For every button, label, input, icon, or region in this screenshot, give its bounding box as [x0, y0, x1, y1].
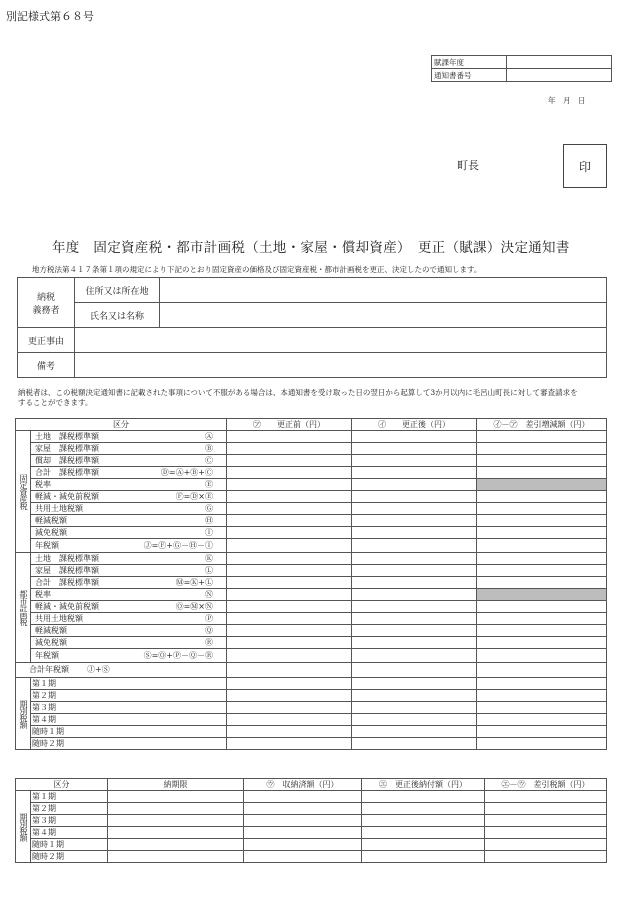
intro-text: 地方税法第４１７条第１項の規定により下記のとおり固定資産の価格及び固定資産税・都市計画税を更正、決定したので通知します。	[32, 265, 482, 274]
row-label	[31, 649, 227, 663]
value-cell[interactable]	[477, 601, 607, 613]
value-cell[interactable]	[227, 678, 352, 690]
row-label	[31, 613, 227, 625]
row-label	[31, 577, 227, 589]
row-formula: Ⓐ	[205, 431, 213, 441]
row-formula: Ⓘ	[205, 527, 213, 537]
value-cell[interactable]	[227, 577, 352, 589]
value-cell[interactable]	[477, 637, 607, 649]
table-row	[16, 613, 607, 625]
table-row	[16, 539, 607, 553]
row-label-text: 軽減・減免前税額	[35, 601, 99, 611]
value-cell[interactable]	[477, 565, 607, 577]
row-label	[31, 565, 227, 577]
value-cell[interactable]	[108, 815, 244, 827]
row-label	[31, 455, 227, 467]
row-label-text: 共用土地税額	[35, 503, 83, 513]
payment-row	[16, 839, 607, 851]
row-formula: Ⓢ=Ⓞ+Ⓟ－Ⓠ－Ⓡ	[143, 650, 213, 660]
notice-number-label: 通知書番号	[432, 69, 507, 82]
value-cell[interactable]	[227, 690, 352, 702]
value-cell[interactable]	[352, 467, 477, 479]
value-cell[interactable]	[352, 539, 477, 553]
seal-label: 印	[578, 159, 591, 174]
value-cell[interactable]	[352, 527, 477, 539]
table-row	[16, 553, 607, 565]
row-formula: Ⓓ=Ⓐ+Ⓑ+Ⓒ	[160, 467, 213, 477]
value-cell[interactable]	[362, 827, 485, 839]
city-plan-group-label: 都市計画税	[16, 553, 31, 663]
row-formula: Ⓖ	[205, 503, 213, 513]
value-cell[interactable]	[485, 827, 607, 839]
row-label-text: 軽減税額	[35, 625, 67, 635]
total-row	[16, 663, 607, 678]
row-label-text: 年税額	[35, 650, 59, 660]
value-cell[interactable]	[477, 690, 607, 702]
total-formula: Ⓙ+Ⓢ	[87, 665, 110, 674]
value-cell[interactable]	[477, 625, 607, 637]
tax-detail-table	[15, 418, 607, 750]
value-cell[interactable]	[352, 637, 477, 649]
value-cell[interactable]	[477, 431, 607, 443]
value-cell[interactable]	[108, 827, 244, 839]
value-cell[interactable]	[352, 649, 477, 663]
bottom-header-due: 納期限	[108, 779, 244, 791]
period-row	[16, 714, 607, 726]
row-label-text: 税率	[35, 589, 51, 599]
row-label-text: 共用土地税額	[35, 613, 83, 623]
header-before: ㋐ 更正前（円）	[227, 419, 352, 431]
value-cell[interactable]	[108, 803, 244, 815]
row-label	[31, 601, 227, 613]
value-cell[interactable]	[108, 791, 244, 803]
header-difference: ㋑－㋐ 差引増減額（円）	[477, 419, 607, 431]
value-cell[interactable]	[244, 791, 362, 803]
date-line: 年 月 日	[548, 96, 586, 105]
row-formula: Ⓚ	[205, 553, 213, 563]
value-cell[interactable]	[477, 738, 607, 750]
period-label: 第２期	[31, 690, 227, 702]
value-cell[interactable]	[227, 553, 352, 565]
value-cell[interactable]	[227, 649, 352, 663]
payment-table	[15, 778, 607, 863]
row-label-text: 償却 課税標準額	[35, 455, 99, 465]
value-cell[interactable]	[244, 839, 362, 851]
bottom-header-difference: ㋓－㋒ 差引税額（円）	[485, 779, 607, 791]
value-cell[interactable]	[352, 479, 477, 491]
value-cell[interactable]	[477, 649, 607, 663]
fixed-asset-group-label: 固定資産税	[16, 431, 31, 553]
appeal-notice: 納税者は、この税額決定通知書に記載された事項について不服がある場合は、本通知書を受け取った日の翌日から起算して3か月以内に毛呂山町長に対して審査請求をすることができます。	[18, 388, 578, 407]
period-row	[16, 726, 607, 738]
value-cell[interactable]	[477, 491, 607, 503]
row-label	[31, 589, 227, 601]
payment-period-label: 随時１期	[31, 839, 108, 851]
value-cell[interactable]	[477, 714, 607, 726]
value-cell[interactable]	[352, 678, 477, 690]
row-label	[31, 515, 227, 527]
row-label	[31, 553, 227, 565]
table-row	[16, 637, 607, 649]
value-cell[interactable]	[227, 613, 352, 625]
value-cell[interactable]	[477, 553, 607, 565]
payment-row	[16, 791, 607, 803]
table-row	[16, 515, 607, 527]
address-label: 住所又は所在地	[75, 278, 160, 303]
value-cell[interactable]	[227, 738, 352, 750]
name-label: 氏名又は名称	[75, 303, 160, 328]
payment-row	[16, 851, 607, 863]
value-cell[interactable]	[227, 637, 352, 649]
value-cell[interactable]	[352, 714, 477, 726]
row-formula: Ⓝ	[205, 589, 213, 599]
row-label	[31, 527, 227, 539]
row-label-text: 税率	[35, 479, 51, 489]
row-formula: Ⓟ	[205, 613, 213, 623]
value-cell[interactable]	[352, 726, 477, 738]
value-cell[interactable]	[352, 738, 477, 750]
seal-box	[563, 144, 607, 188]
payment-period-label: 第２期	[31, 803, 108, 815]
value-cell[interactable]	[477, 663, 607, 678]
value-cell[interactable]	[227, 663, 352, 678]
value-cell[interactable]	[352, 455, 477, 467]
value-cell[interactable]	[244, 803, 362, 815]
value-cell[interactable]	[477, 515, 607, 527]
value-cell[interactable]	[352, 503, 477, 515]
value-cell[interactable]	[108, 851, 244, 863]
payment-period-label: 第３期	[31, 815, 108, 827]
value-cell[interactable]	[477, 539, 607, 553]
value-cell[interactable]	[227, 601, 352, 613]
payment-period-label: 随時２期	[31, 851, 108, 863]
reason-label: 更正事由	[18, 328, 75, 353]
row-label	[31, 443, 227, 455]
value-cell[interactable]	[227, 491, 352, 503]
header-after: ㋑ 更正後（円）	[352, 419, 477, 431]
row-label-text: 年税額	[35, 540, 59, 550]
value-cell[interactable]	[477, 726, 607, 738]
document-title: 年度 固定資産税・都市計画税（土地・家屋・償却資産） 更正（賦課）決定通知書	[52, 240, 570, 256]
payment-row	[16, 803, 607, 815]
row-label-text: 土地 課税標準額	[35, 431, 99, 441]
row-formula: Ⓙ=Ⓕ+Ⓖ－Ⓗ－Ⓘ	[143, 540, 213, 550]
value-cell[interactable]	[227, 625, 352, 637]
value-cell[interactable]	[485, 839, 607, 851]
row-formula: Ⓗ	[205, 515, 213, 525]
total-label-cell	[16, 663, 227, 678]
value-cell[interactable]	[227, 443, 352, 455]
remarks-value[interactable]	[75, 353, 607, 378]
value-cell[interactable]	[477, 527, 607, 539]
value-cell[interactable]	[352, 663, 477, 678]
period-row	[16, 702, 607, 714]
value-cell[interactable]	[362, 791, 485, 803]
value-cell[interactable]	[485, 791, 607, 803]
value-cell[interactable]	[477, 467, 607, 479]
row-formula: Ⓡ	[205, 637, 213, 647]
period-label: 随時２期	[31, 738, 227, 750]
value-cell[interactable]	[362, 839, 485, 851]
taxpayer-table	[17, 277, 607, 378]
bottom-header-after: ㋓ 更正後納付額（円）	[362, 779, 485, 791]
row-formula: Ⓜ=Ⓚ+Ⓛ	[175, 577, 213, 587]
table-row	[16, 491, 607, 503]
value-cell[interactable]	[485, 815, 607, 827]
period-row	[16, 678, 607, 690]
period-label: 第４期	[31, 714, 227, 726]
table-row	[16, 601, 607, 613]
period-label: 随時１期	[31, 726, 227, 738]
payment-period-label: 第４期	[31, 827, 108, 839]
value-cell[interactable]	[227, 479, 352, 491]
value-cell[interactable]	[352, 625, 477, 637]
row-label	[31, 491, 227, 503]
row-label-text: 軽減税額	[35, 515, 67, 525]
value-cell[interactable]	[477, 613, 607, 625]
value-cell[interactable]	[477, 577, 607, 589]
payment-row	[16, 827, 607, 839]
row-label	[31, 625, 227, 637]
value-cell[interactable]	[227, 527, 352, 539]
period-label: 第１期	[31, 678, 227, 690]
row-label	[31, 431, 227, 443]
value-cell[interactable]	[352, 690, 477, 702]
address-value[interactable]	[160, 278, 607, 303]
row-formula: Ⓑ	[205, 443, 213, 453]
fiscal-year-label: 賦課年度	[432, 56, 507, 69]
value-cell[interactable]	[477, 455, 607, 467]
value-cell[interactable]	[352, 443, 477, 455]
taxpayer-group-label	[18, 278, 75, 328]
table-row	[16, 503, 607, 515]
table-row	[16, 625, 607, 637]
value-cell[interactable]	[352, 577, 477, 589]
table-row	[16, 431, 607, 443]
form-identifier: 別記様式第６８号	[6, 10, 94, 23]
value-cell[interactable]	[477, 702, 607, 714]
row-label-text: 減免税額	[35, 527, 67, 537]
remarks-label: 備考	[18, 353, 75, 378]
payment-row	[16, 815, 607, 827]
row-formula: Ⓛ	[205, 565, 213, 575]
value-cell[interactable]	[227, 455, 352, 467]
row-label-text: 軽減・減免前税額	[35, 491, 99, 501]
value-cell[interactable]	[352, 491, 477, 503]
value-cell[interactable]	[352, 515, 477, 527]
value-cell[interactable]	[477, 443, 607, 455]
value-cell[interactable]	[477, 503, 607, 515]
bottom-header-category: 区分	[16, 779, 108, 791]
value-cell[interactable]	[352, 702, 477, 714]
mayor-label: 町長	[457, 159, 479, 172]
period-label: 第３期	[31, 702, 227, 714]
fiscal-year-box	[431, 55, 612, 82]
value-cell[interactable]	[477, 678, 607, 690]
value-cell[interactable]	[227, 467, 352, 479]
row-label-text: 土地 課税標準額	[35, 553, 99, 563]
row-label-text: 家屋 課税標準額	[35, 443, 99, 453]
value-cell[interactable]	[227, 515, 352, 527]
value-cell[interactable]	[227, 714, 352, 726]
taxpayer-label-2: 義務者	[32, 305, 60, 316]
row-label-text: 合計 課税標準額	[35, 577, 99, 587]
table-row	[16, 565, 607, 577]
header-category: 区分	[16, 419, 227, 431]
row-formula: Ⓒ	[205, 455, 213, 465]
row-label-text: 減免税額	[35, 637, 67, 647]
table-row	[16, 443, 607, 455]
period-row	[16, 690, 607, 702]
period-group-label: 期別税額	[16, 678, 31, 750]
value-cell[interactable]	[352, 589, 477, 601]
value-cell[interactable]	[362, 815, 485, 827]
payment-group-label: 期別税額	[16, 791, 31, 863]
table-row	[16, 589, 607, 601]
value-cell[interactable]	[352, 601, 477, 613]
row-label-text: 合計 課税標準額	[35, 467, 99, 477]
row-formula: Ⓔ	[205, 479, 213, 489]
value-cell[interactable]	[485, 803, 607, 815]
value-cell[interactable]	[244, 827, 362, 839]
row-label-text: 家屋 課税標準額	[35, 565, 99, 575]
table-row	[16, 479, 607, 491]
table-row	[16, 649, 607, 663]
value-cell[interactable]	[227, 726, 352, 738]
value-cell[interactable]	[485, 851, 607, 863]
value-cell[interactable]	[227, 702, 352, 714]
value-cell[interactable]	[244, 851, 362, 863]
value-cell[interactable]	[477, 589, 607, 601]
table-row	[16, 455, 607, 467]
value-cell[interactable]	[352, 553, 477, 565]
bottom-header-paid: ㋒ 収納済額（円）	[244, 779, 362, 791]
fiscal-year-value[interactable]	[507, 56, 612, 69]
row-label	[31, 539, 227, 553]
row-formula: Ⓠ	[205, 625, 213, 635]
value-cell[interactable]	[352, 431, 477, 443]
row-label	[31, 479, 227, 491]
reason-value[interactable]	[75, 328, 607, 353]
row-label	[31, 637, 227, 649]
payment-period-label: 第１期	[31, 791, 108, 803]
value-cell[interactable]	[362, 851, 485, 863]
table-row	[16, 467, 607, 479]
value-cell[interactable]	[352, 565, 477, 577]
row-label	[31, 467, 227, 479]
value-cell[interactable]	[227, 589, 352, 601]
table-row	[16, 577, 607, 589]
row-formula: Ⓕ=Ⓓ×Ⓔ	[175, 491, 213, 501]
value-cell[interactable]	[352, 613, 477, 625]
taxpayer-label-1: 納税	[36, 292, 55, 303]
name-value[interactable]	[160, 303, 607, 328]
notice-number-value[interactable]	[507, 69, 612, 82]
value-cell[interactable]	[227, 431, 352, 443]
value-cell[interactable]	[244, 815, 362, 827]
value-cell[interactable]	[362, 803, 485, 815]
row-label	[31, 503, 227, 515]
total-label: 合計年税額	[29, 665, 69, 674]
value-cell[interactable]	[227, 539, 352, 553]
value-cell[interactable]	[108, 839, 244, 851]
value-cell[interactable]	[227, 503, 352, 515]
row-formula: Ⓞ=Ⓜ×Ⓝ	[175, 601, 213, 611]
value-cell[interactable]	[227, 565, 352, 577]
table-row	[16, 527, 607, 539]
value-cell[interactable]	[477, 479, 607, 491]
period-row	[16, 738, 607, 750]
